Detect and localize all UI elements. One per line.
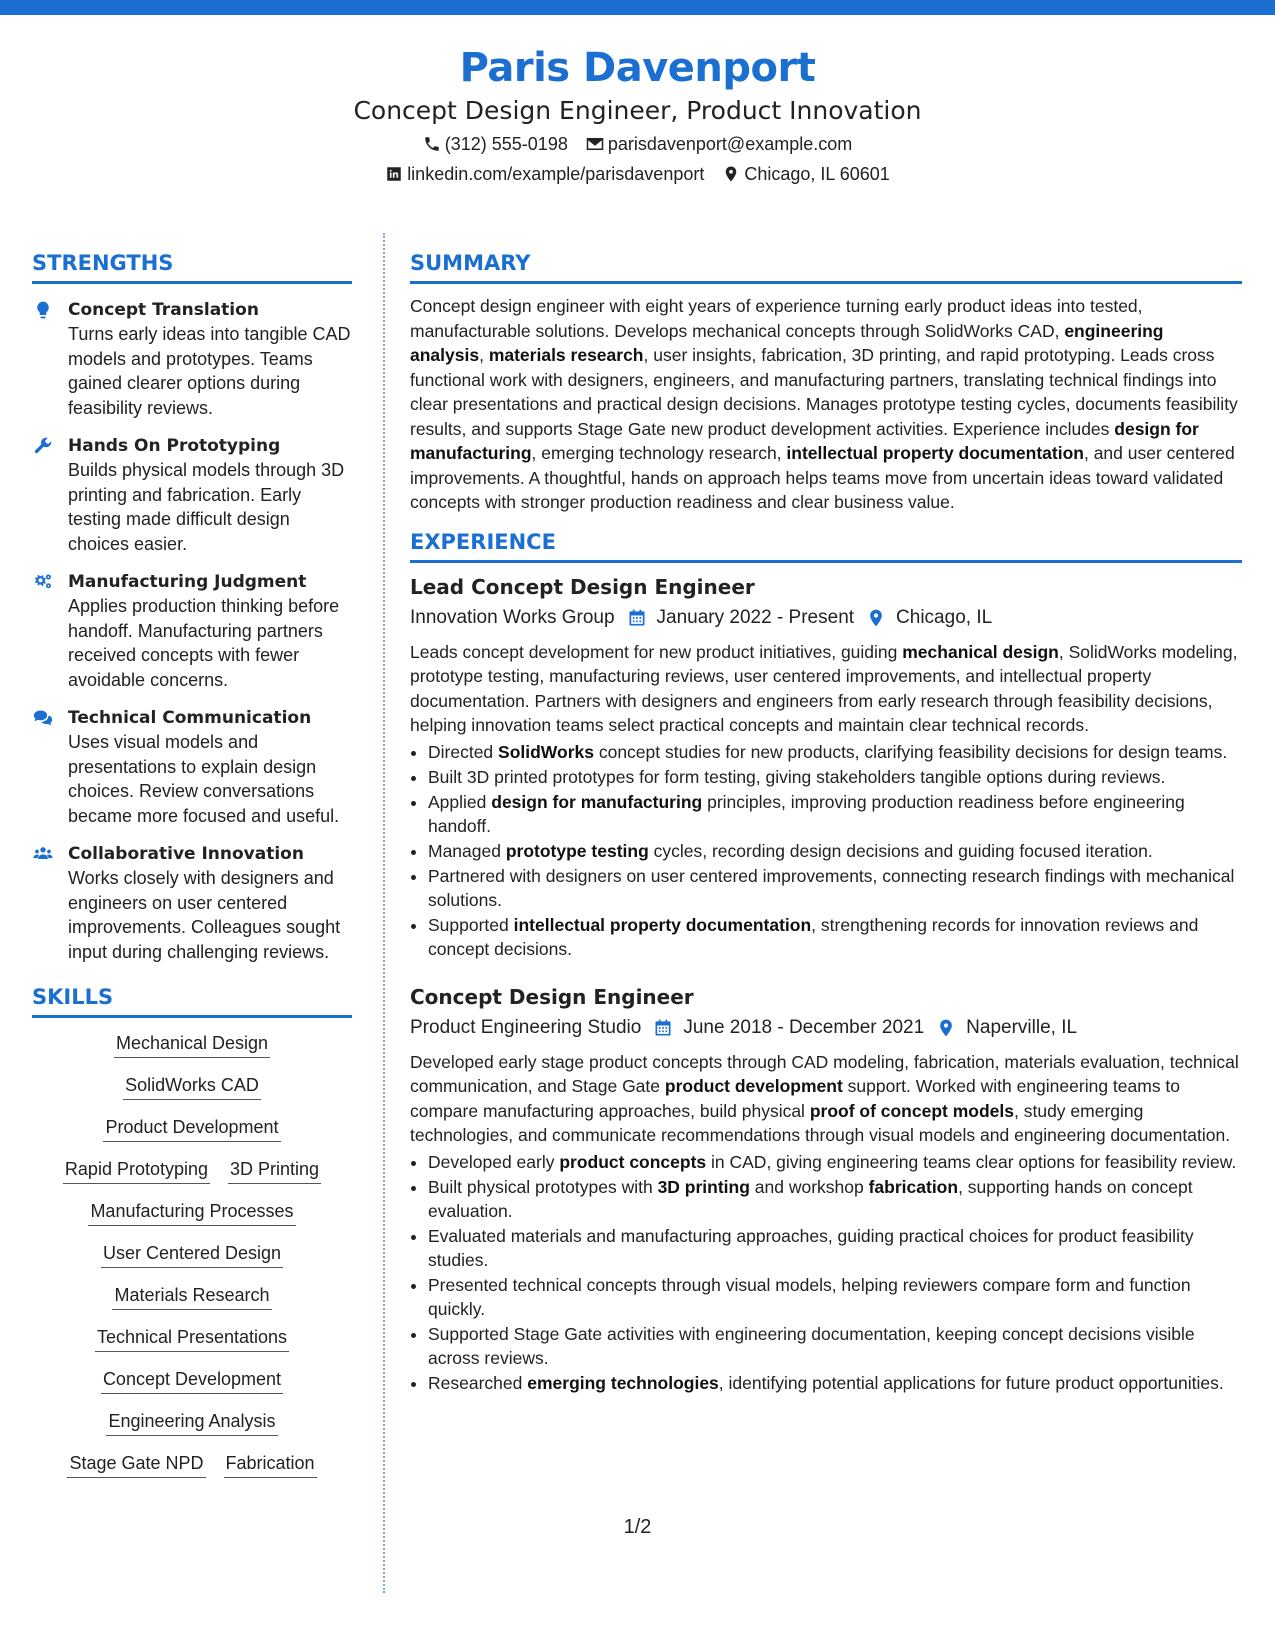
strength-item — [32, 706, 352, 828]
contact-row-2 — [0, 162, 1275, 186]
left-column — [32, 250, 352, 1492]
bold-keyword: prototype testing — [505, 840, 649, 861]
job-dates: June 2018 - December 2021 — [683, 1016, 925, 1038]
text-run: , strengthening records for innovation reviews and concept decisions. — [428, 914, 1199, 959]
strength-title: Hands On Prototyping — [68, 436, 281, 456]
text-run: , study emerging technologies, and communicate recommendations through visual models and engineering documentation. — [410, 1100, 1231, 1145]
strength-item — [32, 842, 352, 964]
text-run: Evaluated materials and manufacturing approaches, guiding practical choices for product feasibility studies. — [428, 1225, 1194, 1270]
skill-tag: Stage Gate NPD — [67, 1450, 205, 1478]
job-title: Lead Concept Design Engineer — [410, 574, 755, 599]
text-run: Applied — [428, 791, 492, 812]
job-description — [410, 640, 1242, 738]
bold-keyword: intellectual property documentation — [786, 443, 1084, 463]
text-run: , emerging technology research, — [531, 443, 787, 463]
skills-heading: SKILLS — [32, 984, 352, 1018]
job-entry — [410, 573, 1242, 961]
location-contact — [722, 162, 889, 186]
text-run: Presented technical concepts through visual models, helping reviewers compare form and function quickly. — [428, 1274, 1191, 1319]
bold-keyword: mechanical design — [902, 641, 1059, 662]
bold-keyword: product concepts — [559, 1151, 707, 1172]
skill-row — [88, 1198, 295, 1226]
skill-row — [101, 1366, 283, 1394]
comments-icon — [32, 708, 54, 728]
candidate-name: Paris Davenport — [459, 45, 816, 91]
skill-tag: Manufacturing Processes — [88, 1198, 295, 1226]
users-icon — [32, 844, 54, 864]
skill-tag: Technical Presentations — [95, 1324, 289, 1352]
strength-desc: Uses visual models and presentations to explain design choices. Review conversations became more focused and useful. — [68, 732, 340, 826]
text-run: Leads concept development for new product initiatives, guiding — [410, 641, 903, 662]
bullet-item — [428, 1371, 1242, 1395]
skill-tag: 3D Printing — [228, 1156, 321, 1184]
bullet-item — [428, 765, 1242, 789]
bold-keyword: 3D printing — [657, 1176, 750, 1197]
strength-title: Collaborative Innovation — [68, 844, 304, 864]
lightbulb-icon — [32, 300, 54, 320]
calendar-icon — [653, 1018, 673, 1038]
strength-desc: Applies production thinking before handoff. Manufacturing partners received concepts with fewer avoidable concerns. — [68, 596, 340, 690]
map-pin-icon — [722, 165, 740, 183]
strength-item — [32, 298, 352, 420]
location-text: Chicago, IL 60601 — [744, 164, 890, 184]
skill-row — [95, 1324, 289, 1352]
text-run: in CAD, giving engineering teams clear options for feasibility review. — [706, 1151, 1237, 1172]
text-run: , and user centered improvements. A thoughtful, hands on approach helps teams move from uncertain ideas toward validated concepts with stronger production readiness and clear business value. — [410, 443, 1235, 512]
strengths-list — [32, 298, 352, 964]
text-run: , — [479, 345, 489, 365]
bold-keyword: engineering analysis — [410, 320, 1164, 365]
map-pin-icon — [936, 1018, 956, 1038]
summary-heading: SUMMARY — [410, 250, 1242, 284]
skill-row — [114, 1030, 270, 1058]
text-run: cycles, recording design decisions and guiding focused iteration. — [648, 840, 1153, 861]
skill-tag: Rapid Prototyping — [63, 1156, 210, 1184]
text-run: Partnered with designers on user centered improvements, connecting research findings with mechanical solutions. — [428, 865, 1235, 910]
strength-title: Technical Communication — [68, 708, 312, 728]
experience-heading: EXPERIENCE — [410, 529, 1242, 563]
phone-contact[interactable] — [423, 132, 568, 156]
text-run: support. Worked with engineering teams to compare manufacturing approaches, build physical — [410, 1076, 1181, 1121]
text-run: , supporting hands on concept evaluation. — [428, 1176, 1193, 1221]
phone-icon — [423, 135, 441, 153]
skill-row — [67, 1450, 316, 1478]
text-run: Managed — [428, 840, 506, 861]
strength-desc: Turns early ideas into tangible CAD models and prototypes. Teams gained clearer options during feasibility reviews. — [68, 324, 351, 418]
bullet-item — [428, 790, 1242, 838]
skill-row — [101, 1240, 283, 1268]
job-location: Chicago, IL — [896, 606, 993, 628]
bold-keyword: intellectual property documentation — [513, 914, 812, 935]
skill-tag: Mechanical Design — [114, 1030, 270, 1058]
skill-tag: SolidWorks CAD — [123, 1072, 261, 1100]
skill-tag: Materials Research — [112, 1282, 271, 1310]
skill-tag: Product Development — [103, 1114, 280, 1142]
bullet-item — [428, 839, 1242, 863]
job-meta — [410, 604, 1242, 632]
text-run: concept studies for new products, clarifying feasibility decisions for design teams. — [593, 741, 1228, 762]
calendar-icon — [627, 608, 647, 628]
right-column — [410, 250, 1242, 1396]
job-bullets — [410, 740, 1242, 961]
skill-row — [63, 1156, 321, 1184]
contact-row-1 — [0, 132, 1275, 156]
text-run: Supported Stage Gate activities with engineering documentation, keeping concept decisions visible across reviews. — [428, 1323, 1195, 1368]
linkedin-contact[interactable] — [385, 162, 704, 186]
bullet-item — [428, 913, 1242, 961]
email-text: parisdavenport@example.com — [607, 134, 853, 154]
job-entry — [410, 983, 1242, 1395]
email-contact[interactable] — [586, 132, 852, 156]
bullet-item — [428, 1322, 1242, 1370]
strength-title: Concept Translation — [68, 300, 259, 320]
gears-icon — [32, 572, 54, 592]
text-run: Developed early stage product concepts through CAD modeling, fabrication, materials evaluation, technical communication, and Stage Gate — [410, 1051, 1239, 1096]
strengths-heading: STRENGTHS — [32, 250, 352, 284]
bullet-item — [428, 1273, 1242, 1321]
bold-keyword: fabrication — [868, 1176, 959, 1197]
job-meta — [410, 1014, 1242, 1042]
skills-list — [32, 1030, 352, 1492]
column-divider — [383, 233, 385, 1593]
linkedin-icon — [385, 165, 403, 183]
text-run: Developed early — [428, 1151, 560, 1172]
text-run: and workshop — [749, 1176, 869, 1197]
strength-item — [32, 570, 352, 692]
text-run: , identifying potential applications for future product opportunities. — [718, 1372, 1224, 1393]
candidate-role: Concept Design Engineer, Product Innovation — [353, 96, 922, 125]
bold-keyword: emerging technologies — [527, 1372, 719, 1393]
text-run: , SolidWorks modeling, prototype testing, manufacturing reviews, user centered improvements, and intellectual property documentation. Partners with designers and engineers from early research through feasibility decisions, helping innovation teams select practical concepts and maintain clear technical records. — [410, 641, 1238, 735]
job-title: Concept Design Engineer — [410, 984, 694, 1009]
strength-desc: Builds physical models through 3D printing and fabrication. Early testing made difficult design choices easier. — [68, 460, 345, 554]
skill-tag: Concept Development — [101, 1366, 283, 1394]
job-company: Innovation Works Group — [410, 606, 615, 628]
bold-keyword: design for manufacturing — [491, 791, 703, 812]
bold-keyword: product development — [664, 1076, 843, 1096]
resume-header — [0, 44, 1275, 186]
map-pin-icon — [866, 608, 886, 628]
skill-tag: Fabrication — [224, 1450, 317, 1478]
bullet-item — [428, 740, 1242, 764]
strength-item — [32, 434, 352, 556]
strength-title: Manufacturing Judgment — [68, 572, 307, 592]
text-run: Built 3D printed prototypes for form testing, giving stakeholders tangible options during reviews. — [428, 766, 1166, 787]
skill-row — [112, 1282, 271, 1310]
top-accent-bar — [0, 0, 1275, 15]
bold-keyword: SolidWorks — [498, 741, 594, 762]
text-run: Concept design engineer with eight years of experience turning early product ideas into tested, manufacturable solutions. Develops mechanical concepts through SolidWorks CAD, — [410, 296, 1143, 341]
page-number: 1/2 — [623, 1516, 652, 1538]
bullet-item — [428, 1150, 1242, 1174]
job-location: Naperville, IL — [966, 1016, 1078, 1038]
phone-text: (312) 555-0198 — [444, 134, 568, 154]
job-bullets — [410, 1150, 1242, 1395]
bullet-item — [428, 1175, 1242, 1223]
text-run: principles, improving production readiness before engineering handoff. — [428, 791, 1185, 836]
text-run: Built physical prototypes with — [428, 1176, 658, 1197]
strength-desc: Works closely with designers and engineers on user centered improvements. Colleagues sought input during challenging reviews. — [68, 868, 341, 962]
bullet-item — [428, 864, 1242, 912]
bold-keyword: proof of concept models — [809, 1100, 1014, 1121]
text-run: , user insights, fabrication, 3D printing, and rapid prototyping. Leads cross functional work with designers, engineers, and manufacturing partners, translating technical findings into clear presentations and practical design decisions. Manages prototype testing cycles, documents feasibility results, and supports Stage Gate new product development activities. Experience includes — [410, 345, 1238, 439]
envelope-icon — [586, 135, 604, 153]
wrench-icon — [32, 436, 54, 456]
summary-text — [410, 294, 1242, 515]
skill-tag: Engineering Analysis — [106, 1408, 277, 1436]
text-run: Supported — [428, 914, 514, 935]
text-run: Directed — [428, 741, 499, 762]
job-description — [410, 1050, 1242, 1148]
linkedin-text: linkedin.com/example/parisdavenport — [407, 164, 705, 184]
job-dates: January 2022 - Present — [656, 606, 855, 628]
bold-keyword: materials research — [488, 345, 644, 365]
skill-row — [106, 1408, 277, 1436]
skill-row — [103, 1114, 280, 1142]
skill-tag: User Centered Design — [101, 1240, 283, 1268]
text-run: Researched — [428, 1372, 528, 1393]
bullet-item — [428, 1224, 1242, 1272]
job-company: Product Engineering Studio — [410, 1016, 642, 1038]
bold-keyword: design for manufacturing — [410, 418, 1199, 463]
skill-row — [123, 1072, 261, 1100]
